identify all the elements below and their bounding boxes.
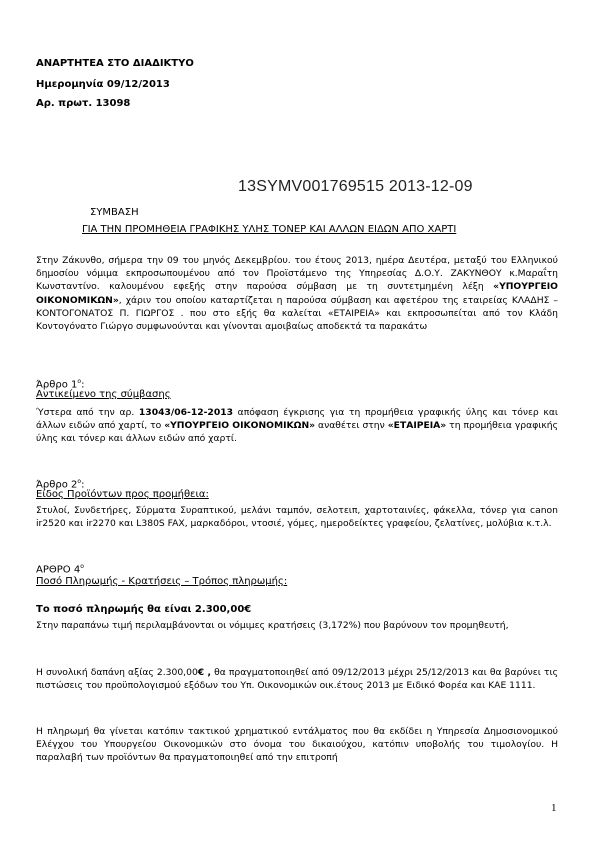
- page-number: 1: [551, 802, 557, 814]
- article-4-retentions: Στην παραπάνω τιμή περιλαμβάνονται οι νόμιμες κρατήσεις (3,172%) που βαρύνουν τον προμηθευτή,: [36, 620, 509, 631]
- article-2-heading: Άρθρο $2^o$:: [36, 478, 85, 491]
- document-id-stamp: 13SYMV001769515 2013-12-09: [238, 178, 473, 195]
- article-2-text: Στυλοί, Συνδετήρες, Σύρματα Συραπτικού, μελάνι ταμπόν, σελοτειπ, χαρτοταινίες, φάκελλα, τόνερ για canon ir2520 και ir2270 και L380S FAX, μαρκαδόροι, ντοσιέ, γόμες, ημεροδείκτες γραφείου, ζελατίνες, μολύβια κ.τ.λ.: [36, 505, 558, 530]
- protocol-number: Αρ. πρωτ. 13098: [36, 98, 131, 109]
- article-4-payment-method: Η πληρωμή θα γίνεται κατόπιν τακτικού χρηματικού εντάλματος που θα εκδίδει η Υπηρεσία Δημοσιονομικού Ελέγχου του Υπουργείου Οικονομικών στο όνομα του δικαιούχου, κατόπιν υποβολής του τιμολογίου. Η παραλαβή των προϊόντων θα πραγματοποιηθεί από την επιτροπή: [36, 726, 558, 764]
- article-4-heading: ΑΡΘΡΟ $4^o$: [36, 563, 84, 576]
- contract-title: ΓΙΑ ΤΗΝ ΠΡΟΜΗΘΕΙΑ ΓΡΑΦΙΚΗΣ ΥΛΗΣ ΤΟΝΕΡ ΚΑΙ ΑΛΛΩΝ ΕΙΔΩΝ ΑΠΟ ΧΑΡΤΙ: [82, 224, 457, 235]
- article-4-total-cost: Η συνολική δαπάνη αξίας 2.300,00€ , θα πραγματοποιηθεί από 09/12/2013 μέχρι 25/12/2013 και θα βαρύνει τις πιστώσεις του προϋπολογισμού εξόδων του Υπ. Οικονομικών οικ.έτους 2013 με Ειδικό Φορέα και ΚΑΕ 1111.: [36, 667, 558, 692]
- article-1-heading: Άρθρο $1^o$:: [36, 378, 85, 391]
- article-1-text: Ύστερα από την αρ. 13043/06-12-2013 απόφαση έγκρισης για τη προμήθεια γραφικής ύλης και τόνερ και άλλων ειδών από χαρτί, το «ΥΠΟΥΡΓΕΙΟ ΟΙΚΟΝΟΜΙΚΩΝ» αναθέτει στην «ΕΤΑΙΡΕΙΑ» τη προμήθεια γραφικής ύλης και τόνερ και άλλων ειδών από χαρτί.: [36, 407, 558, 445]
- contract-label: ΣΥΜΒΑΣΗ: [90, 207, 139, 218]
- article-4-subheading: Ποσό Πληρωμής - Κρατήσεις – Τρόπος πληρωμής:: [36, 576, 288, 587]
- intro-paragraph: Στην Ζάκυνθο, σήμερα την 09 του μηνός Δεκεμβρίου. του έτους 2013, ημέρα Δευτέρα, μεταξύ του Ελληνικού δημοσίου νόμιμα εκπροσωπουμένου από τον Προϊστάμενο της Υπηρεσίας Δ.Ο.Υ. ΖΑΚΥΝΘΟΥ κ.Μαραΐτη Κωνσταντίνο. καλουμένου εφεξής στην παρούσα σύμβαση με τη συντετμημένη λέξη «ΥΠΟΥΡΓΕΙΟ ΟΙΚΟΝΟΜΙΚΩΝ», χάριν του οποίου καταρτίζεται η παρούσα σύμβαση και αφετέρου της εταιρείας ΚΛΑΔΗΣ – ΚΟΝΤΟΓΟΝΑΤΟΣ Π. ΓΙΩΡΓΟΣ . που στο εξής θα καλείται «ΕΤΑΙΡΕΙΑ» και εκπροσωπείται από τον Κλάδη Κοντογόνατο Γιώργο συμφωνούνται και γίνονται αμοιβαίως αποδεκτά τα παρακάτω: [36, 255, 558, 333]
- article-2-subheading: Είδος Προϊόντων προς προμήθεια:: [36, 489, 209, 500]
- posting-notice: ΑΝΑΡΤΗΤΕΑ ΣΤΟ ΔΙΑΔΙΚΤΥΟ: [36, 58, 194, 69]
- payment-amount-line: Το ποσό πληρωμής θα είναι 2.300,00€: [36, 604, 252, 615]
- article-1-subheading: Αντικείμενο της σύμβασης: [36, 389, 171, 400]
- header-date: Ημερομηνία 09/12/2013: [36, 79, 170, 90]
